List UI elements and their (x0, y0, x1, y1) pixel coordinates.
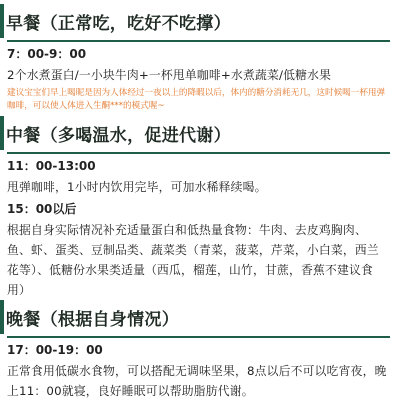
dinner-title: 晚餐（根据自身情况） (6, 309, 179, 330)
lunch-time-2: 15：00以后 (7, 202, 77, 216)
breakfast-section (7, 4, 390, 113)
lunch-section (7, 116, 390, 300)
dinner-section (7, 300, 390, 401)
lunch-note-2: 根据自身实际情况补充适量蛋白和低热量食物：牛肉、去皮鸡胸肉、鱼、虾、蛋类、豆制品类、蔬菜类（青菜，菠菜，芹菜，小白菜，西兰花等）、低糖份水果类适量（西瓜，榴莲，山竹，甘蔗，香蕉不建议食用） (7, 223, 379, 297)
divider (7, 152, 390, 154)
breakfast-time: 7：00-9：00 (7, 47, 87, 61)
lunch-title: 中餐（多喝温水，促进代谢） (6, 125, 231, 146)
divider (7, 40, 390, 42)
dinner-header (0, 300, 390, 334)
breakfast-menu: 2个水煮蛋白/一小块牛肉+一杯甩单咖啡+水煮蔬菜/低糖水果 (7, 68, 332, 82)
dinner-time: 17：00-19：00 (7, 343, 103, 357)
dinner-note: 正常食用低碳水食物，可以搭配无调味坚果，8点以后不可以吃宵夜，晚上11：00就寝，良好睡眠可以帮助脂肪代谢。 (7, 364, 387, 398)
lunch-time-1: 11：00-13:00 (7, 159, 96, 173)
breakfast-title: 早餐（正常吃，吃好不吃撑） (6, 13, 231, 34)
lunch-note-1: 甩弹咖啡，1小时内饮用完毕，可加水稀释续喝。 (7, 180, 267, 194)
divider (7, 336, 390, 338)
lunch-header (0, 116, 390, 150)
breakfast-header (0, 4, 390, 38)
breakfast-tip: 建议宝宝们早上喝昵是因为人体经过一夜以上的降暇以后，体内的糖分消耗无几，这时候喝一杯甩弹咖啡，可以使人体进入生酮***的模式喔~ (7, 88, 386, 111)
